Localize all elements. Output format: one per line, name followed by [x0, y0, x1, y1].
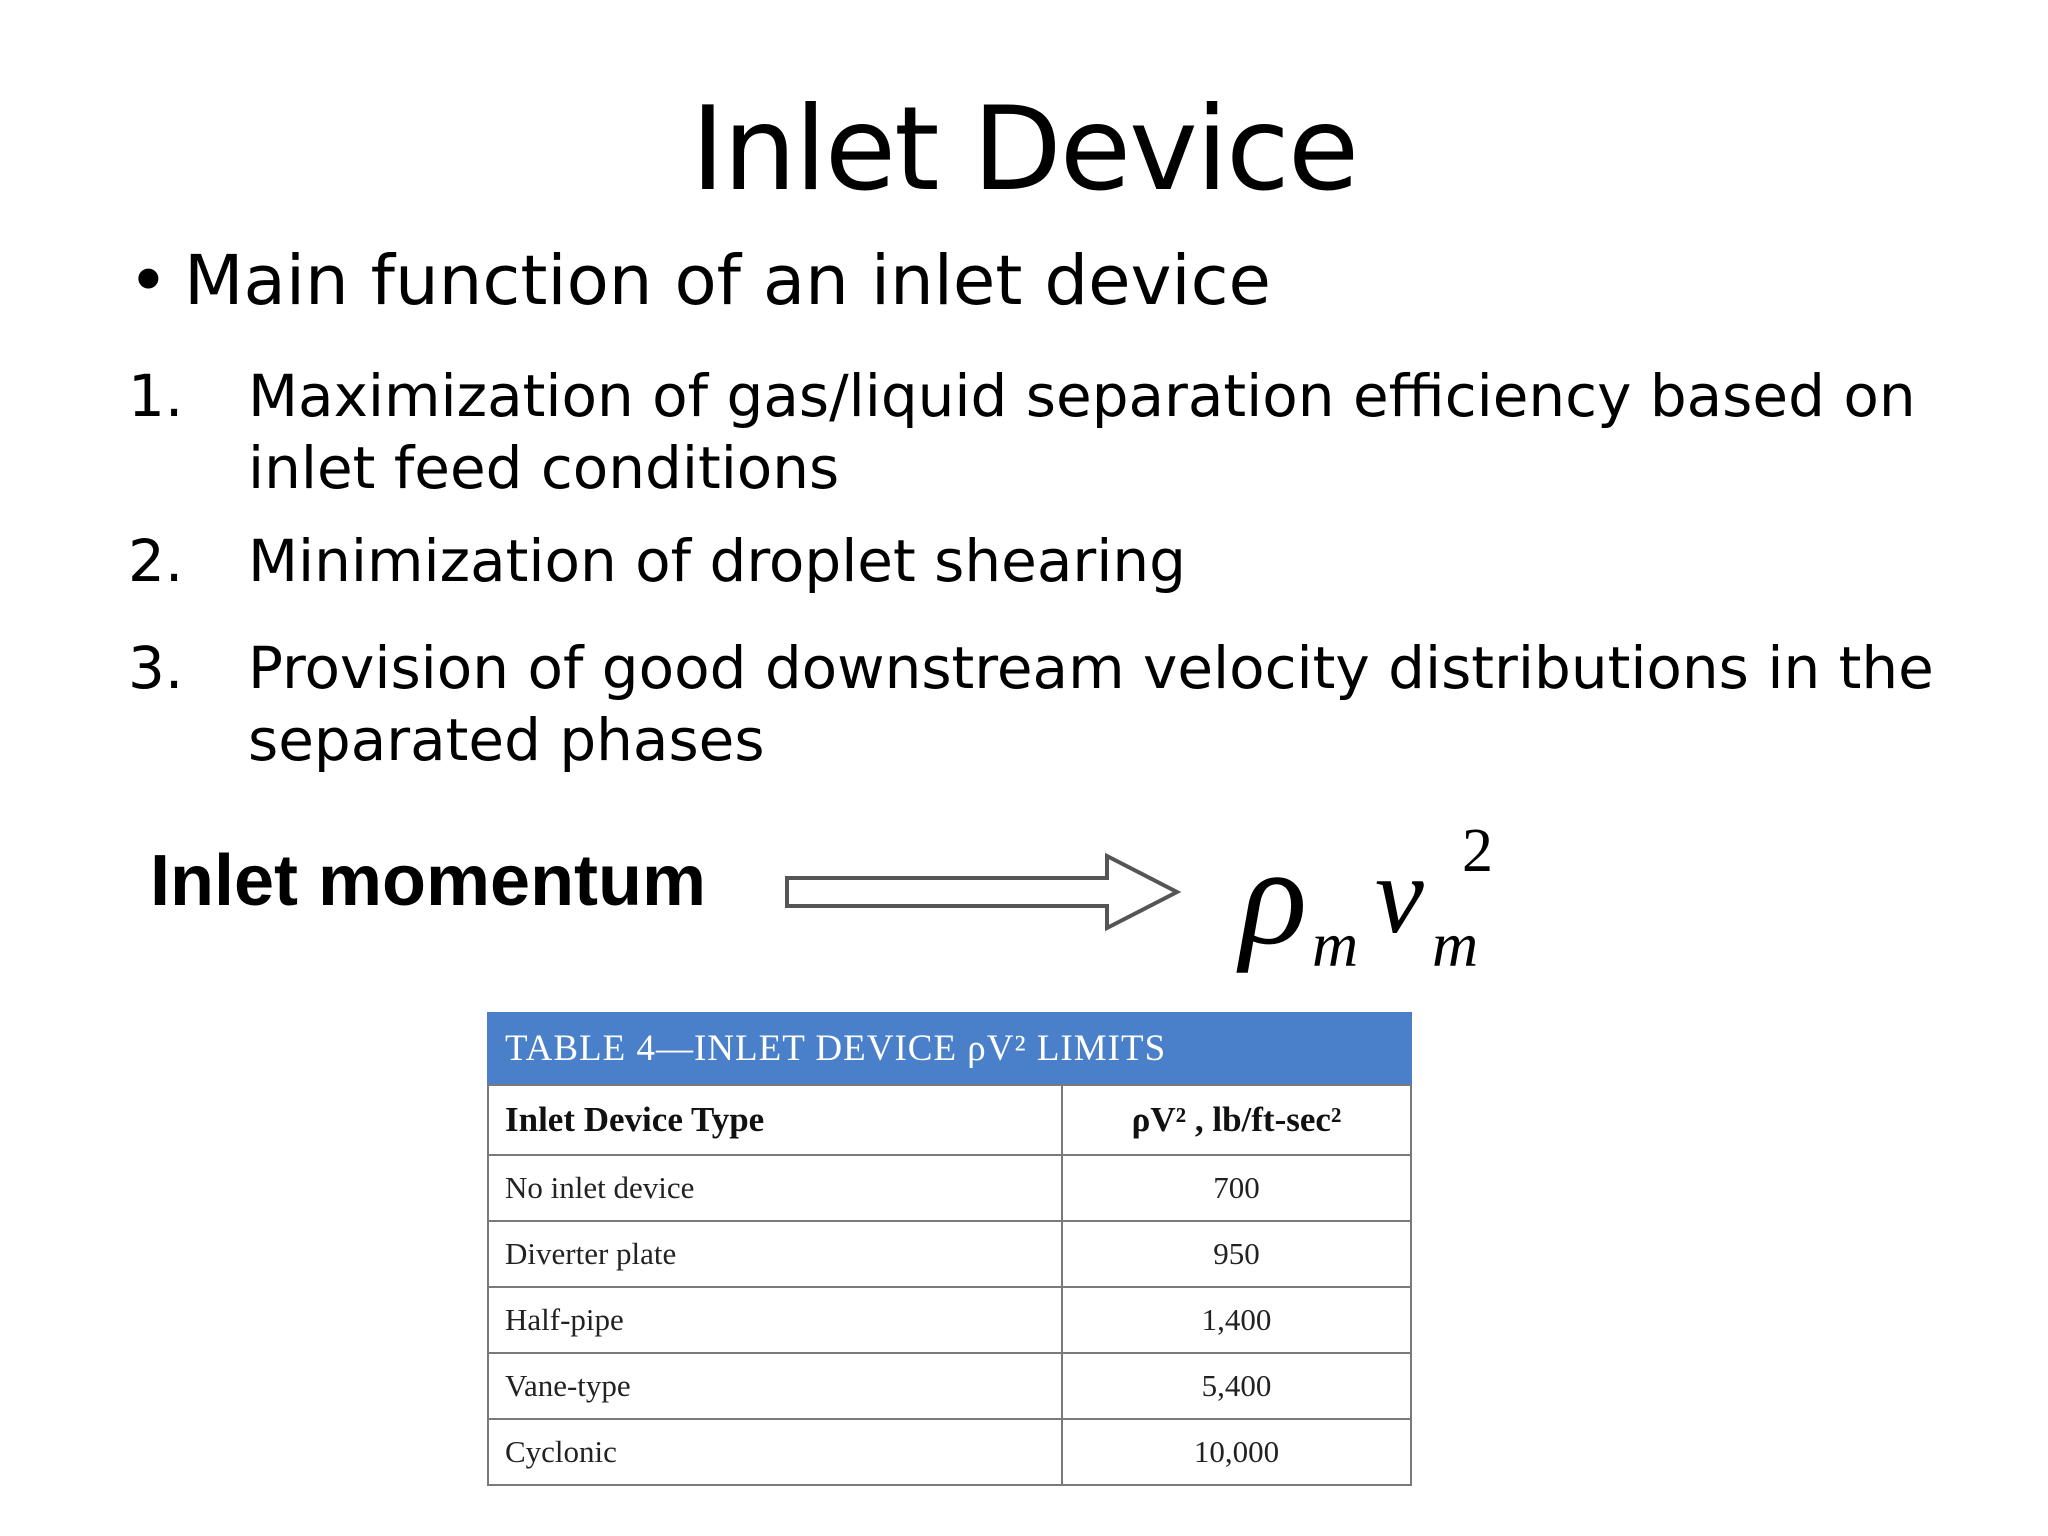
list-text-line: inlet feed conditions — [248, 434, 840, 502]
table-grid — [487, 1084, 1412, 1486]
list-item — [128, 632, 1934, 776]
table-cell: No inlet device — [488, 1155, 1062, 1221]
table-cell: Vane-type — [488, 1353, 1062, 1419]
bullet-dot: • — [128, 241, 169, 321]
list-text-line: separated phases — [248, 706, 765, 774]
table-row — [488, 1287, 1411, 1353]
right-arrow-icon — [785, 852, 1185, 932]
table-header-row — [488, 1085, 1411, 1155]
formula-v: v — [1375, 834, 1424, 956]
bullet-text: Main function of an inlet device — [184, 241, 1271, 321]
table-cell: Half-pipe — [488, 1287, 1062, 1353]
table-cell: 5,400 — [1062, 1353, 1411, 1419]
table-header-cell: ρV² , lb/ft-sec² — [1062, 1085, 1411, 1155]
formula-superscript: 2 — [1462, 817, 1493, 885]
table-cell: 1,400 — [1062, 1287, 1411, 1353]
table-cell: 10,000 — [1062, 1419, 1411, 1485]
formula-rho: ρ — [1240, 819, 1308, 974]
table-row — [488, 1419, 1411, 1485]
table-row — [488, 1221, 1411, 1287]
table-header-cell: Inlet Device Type — [488, 1085, 1062, 1155]
momentum-formula — [1240, 810, 1520, 980]
list-number: 2. — [128, 527, 184, 595]
limits-table — [487, 1012, 1412, 1486]
list-number: 1. — [128, 362, 184, 430]
list-item — [128, 360, 1916, 504]
formula-subscript: m — [1432, 909, 1479, 980]
table-caption: TABLE 4—INLET DEVICE ρV² LIMITS — [487, 1012, 1412, 1084]
table-row — [488, 1353, 1411, 1419]
table-cell: Diverter plate — [488, 1221, 1062, 1287]
table-cell: Cyclonic — [488, 1419, 1062, 1485]
list-text-line: Minimization of droplet shearing — [248, 527, 1186, 595]
list-text-line: Provision of good downstream velocity distributions in the — [248, 634, 1934, 702]
list-number: 3. — [128, 634, 184, 702]
slide-title: Inlet Device — [690, 82, 1358, 217]
table-cell: 700 — [1062, 1155, 1411, 1221]
list-item — [128, 525, 1186, 597]
formula-subscript: m — [1312, 909, 1359, 980]
list-text-line: Maximization of gas/liquid separation efficiency based on — [248, 362, 1916, 430]
main-bullet — [128, 241, 1271, 321]
table-row — [488, 1155, 1411, 1221]
table-cell: 950 — [1062, 1221, 1411, 1287]
inlet-momentum-label: Inlet momentum — [150, 841, 707, 921]
